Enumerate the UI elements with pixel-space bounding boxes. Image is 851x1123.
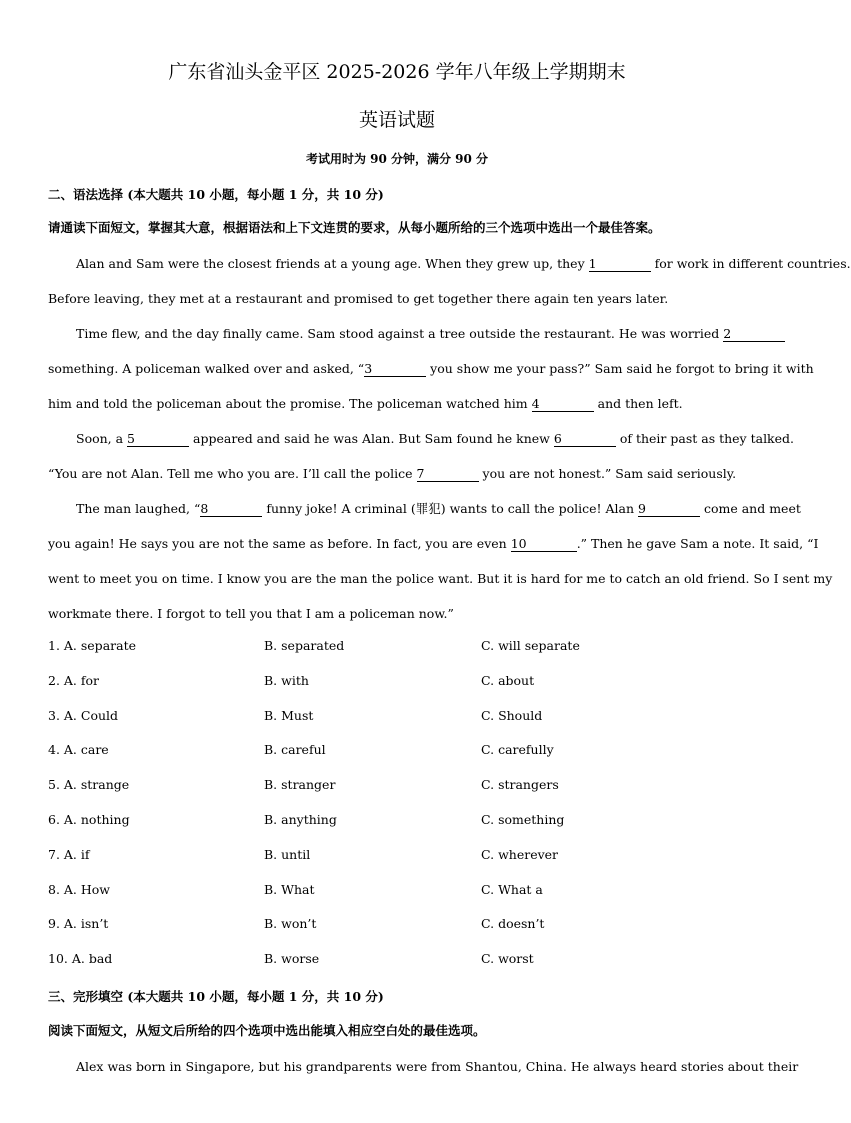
option-c: C. carefully xyxy=(481,742,554,758)
option-b: B. with xyxy=(264,672,309,688)
option-b: B. until xyxy=(264,846,311,862)
exam-subject-title: 英语试题 xyxy=(358,109,435,131)
passage-text: Soon, a xyxy=(76,431,128,446)
option-b: B. What xyxy=(264,881,315,897)
answer-blank: 8 xyxy=(200,502,262,517)
answer-blank: 3 xyxy=(364,362,426,377)
answer-blank: 10 xyxy=(511,537,577,552)
passage-line xyxy=(48,316,748,351)
option-a: 2. A. for xyxy=(48,672,100,688)
answer-blank: 1 xyxy=(589,257,651,272)
passage-line xyxy=(48,561,833,596)
passage-text: Before leaving, they met at a restaurant and promised to get together there again ten years later. xyxy=(48,291,669,306)
option-b: B. worse xyxy=(264,951,320,967)
answer-blank: 7 xyxy=(417,467,479,482)
question-options-row xyxy=(48,631,748,666)
passage-line xyxy=(48,351,814,386)
cloze-passage-line: Alex was born in Singapore, but his grandparents were from Shantou, China. He always heard stories about their xyxy=(76,1059,799,1074)
passage-text: .” Then he gave Sam a note. It said, “I xyxy=(576,536,819,551)
option-a: 1. A. separate xyxy=(48,638,136,653)
passage-text: come and meet xyxy=(700,501,801,516)
question-options-row xyxy=(48,666,748,701)
exam-title: 广东省汕头金平区 2025-2026 学年八年级上学期期末 xyxy=(168,61,626,83)
option-b: B. separated xyxy=(264,638,345,653)
passage-line xyxy=(48,526,819,561)
option-a: 10. A. bad xyxy=(48,951,113,967)
answer-blank: 9 xyxy=(638,502,700,517)
question-options-row xyxy=(48,875,748,910)
option-c: C. doesn’t xyxy=(481,916,545,932)
section2-heading: 二、语法选择 (本大题共 10 小题，每小题 1 分，共 10 分) xyxy=(48,187,384,202)
passage-text: you show me your pass?” Sam said he forgot to bring it with xyxy=(426,361,814,376)
section2-instruction: 请通读下面短文，掌握其大意，根据语法和上下文连贯的要求，从每小题所给的三个选项中选出一个最佳答案。 xyxy=(48,220,661,235)
option-c: C. strangers xyxy=(481,777,559,793)
option-a: 3. A. Could xyxy=(48,707,119,723)
question-options-row xyxy=(48,735,748,770)
option-a: 6. A. nothing xyxy=(48,811,130,827)
option-a: 7. A. if xyxy=(48,846,90,862)
option-c: C. about xyxy=(481,672,535,688)
question-options-row xyxy=(48,770,748,805)
option-a: 4. A. care xyxy=(48,742,109,758)
passage-line xyxy=(48,386,748,421)
question-options-row xyxy=(48,805,748,840)
option-c: C. something xyxy=(481,811,565,827)
option-b: B. Must xyxy=(264,707,314,723)
passage-line xyxy=(48,281,748,316)
answer-blank: 2 xyxy=(723,327,785,342)
passage-text: funny joke! A criminal (罪犯) wants to call the police! Alan xyxy=(262,501,638,516)
passage-text: something. A policeman walked over and asked, “ xyxy=(48,361,365,376)
passage-text: and then left. xyxy=(593,396,683,411)
passage-text: “You are not Alan. Tell me who you are. I’ll call the police xyxy=(48,466,417,481)
passage-line xyxy=(48,421,795,456)
passage-text: you are not honest.” Sam said seriously. xyxy=(478,466,737,481)
option-c: C. Should xyxy=(481,707,543,723)
passage-text: The man laughed, “ xyxy=(76,501,201,516)
question-options-row xyxy=(48,909,748,944)
question-options-row xyxy=(48,701,748,736)
option-b: B. careful xyxy=(264,742,326,758)
exam-time-note: 考试用时为 90 分钟，满分 90 分 xyxy=(305,152,489,166)
passage-text: you again! He says you are not the same as before. In fact, you are even xyxy=(48,536,511,551)
option-a: 5. A. strange xyxy=(48,777,130,793)
passage-line xyxy=(48,491,801,526)
grammar-passage xyxy=(48,246,851,631)
option-c: C. What a xyxy=(481,881,543,897)
passage-line xyxy=(48,246,851,281)
passage-text: went to meet you on time. I know you are the man the police want. But it is hard for me to catch an old friend. So I sent my xyxy=(48,571,833,586)
passage-text: of their past as they talked. xyxy=(615,431,795,446)
section3-heading: 三、完形填空 (本大题共 10 小题，每小题 1 分，共 10 分) xyxy=(48,989,384,1004)
option-b: B. anything xyxy=(264,811,337,827)
passage-text: for work in different countries. xyxy=(650,256,851,271)
cloze-passage xyxy=(48,1049,799,1084)
passage-line xyxy=(48,596,748,631)
passage-text: workmate there. I forgot to tell you that I am a policeman now.” xyxy=(48,606,454,621)
option-a: 8. A. How xyxy=(48,881,110,897)
answer-blank: 5 xyxy=(127,432,189,447)
option-c: C. will separate xyxy=(481,638,580,653)
passage-text: appeared and said he was Alan. But Sam found he knew xyxy=(189,431,554,446)
option-a: 9. A. isn’t xyxy=(48,916,109,932)
passage-text: him and told the policeman about the promise. The policeman watched him xyxy=(48,396,532,411)
question-options-row xyxy=(48,840,748,875)
question-options-row xyxy=(48,944,748,979)
answer-blank: 6 xyxy=(554,432,616,447)
passage-line xyxy=(48,456,748,491)
option-c: C. worst xyxy=(481,951,534,967)
option-c: C. wherever xyxy=(481,846,559,862)
grammar-options xyxy=(48,631,748,979)
section3-instruction: 阅读下面短文，从短文后所给的四个选项中选出能填入相应空白处的最佳选项。 xyxy=(48,1023,486,1038)
option-b: B. stranger xyxy=(264,777,336,793)
option-b: B. won’t xyxy=(264,916,317,932)
answer-blank: 4 xyxy=(532,397,594,412)
passage-text: Alan and Sam were the closest friends at a young age. When they grew up, they xyxy=(76,256,589,271)
passage-text: Time flew, and the day finally came. Sam stood against a tree outside the restaurant. He was worried xyxy=(76,326,724,341)
